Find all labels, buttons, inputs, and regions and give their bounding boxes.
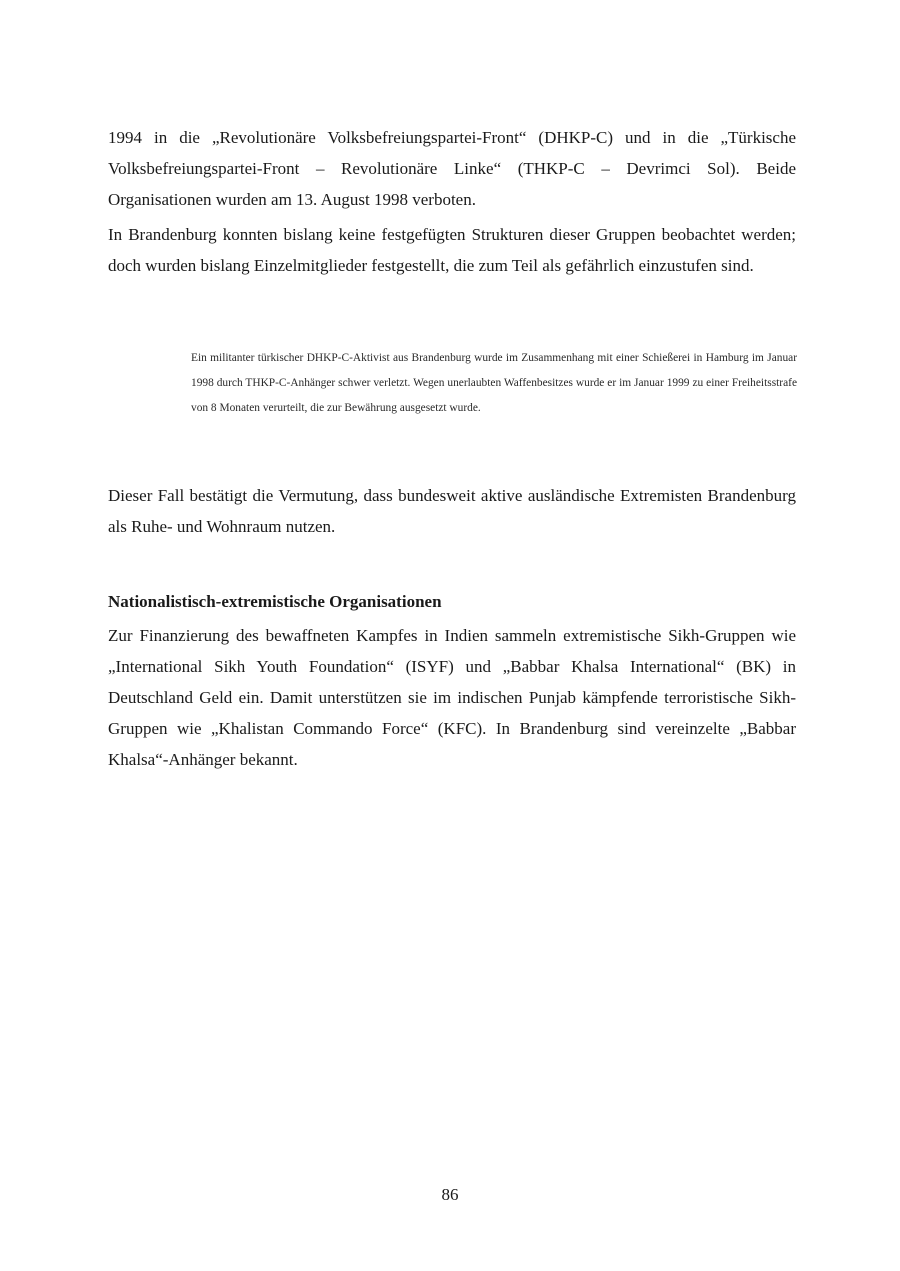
paragraph-sikh: Zur Finanzierung des bewaffneten Kampfes in Indien sammeln extremistische Sikh-Gruppen wie „International Sikh Youth Foundation“ (ISYF) und „Babbar Khalsa International“ (BK) in Deutschland Geld ein. Damit unterstützen sie im indischen Punjab kämpfende terroristische Sikh-Gruppen wie „Khalistan Commando Force“ (KFC). In Brandenburg sind vereinzelte „Babbar Khalsa“-Anhänger bekannt. (108, 626, 796, 769)
page-number: 86 (441, 1185, 459, 1204)
paragraph-intro: 1994 in die „Revolutionäre Volksbefreiungspartei-Front“ (DHKP-C) und in die „Türkische Volksbefreiungspartei-Front – Revolutionäre Linke“ (THKP-C – Devrimci Sol). Beide Organisationen wurden am 13. August 1998 verboten. (108, 128, 796, 209)
case-example-block: Ein militanter türkischer DHKP-C-Aktivist aus Brandenburg wurde im Zusammenhang mit einer Schießerei in Hamburg im Januar 1998 durch THKP-C-Anhänger schwer verletzt. Wegen unerlaubten Waffenbesitzes wurde er im Januar 1999 zu einer Freiheitsstrafe von 8 Monaten verurteilt, die zur Bewährung ausgesetzt wurde. (191, 352, 797, 414)
paragraph-brandenburg: In Brandenburg konnten bislang keine festgefügten Strukturen dieser Gruppen beobachtet werden; doch wurden bislang Einzelmitglieder festgestellt, die zum Teil als gefährlich einzustufen sind. (108, 225, 796, 275)
section-heading: Nationalistisch-extremistische Organisationen (108, 592, 442, 611)
paragraph-conclusion: Dieser Fall bestätigt die Vermutung, dass bundesweit aktive ausländische Extremisten Brandenburg als Ruhe- und Wohnraum nutzen. (108, 486, 796, 536)
